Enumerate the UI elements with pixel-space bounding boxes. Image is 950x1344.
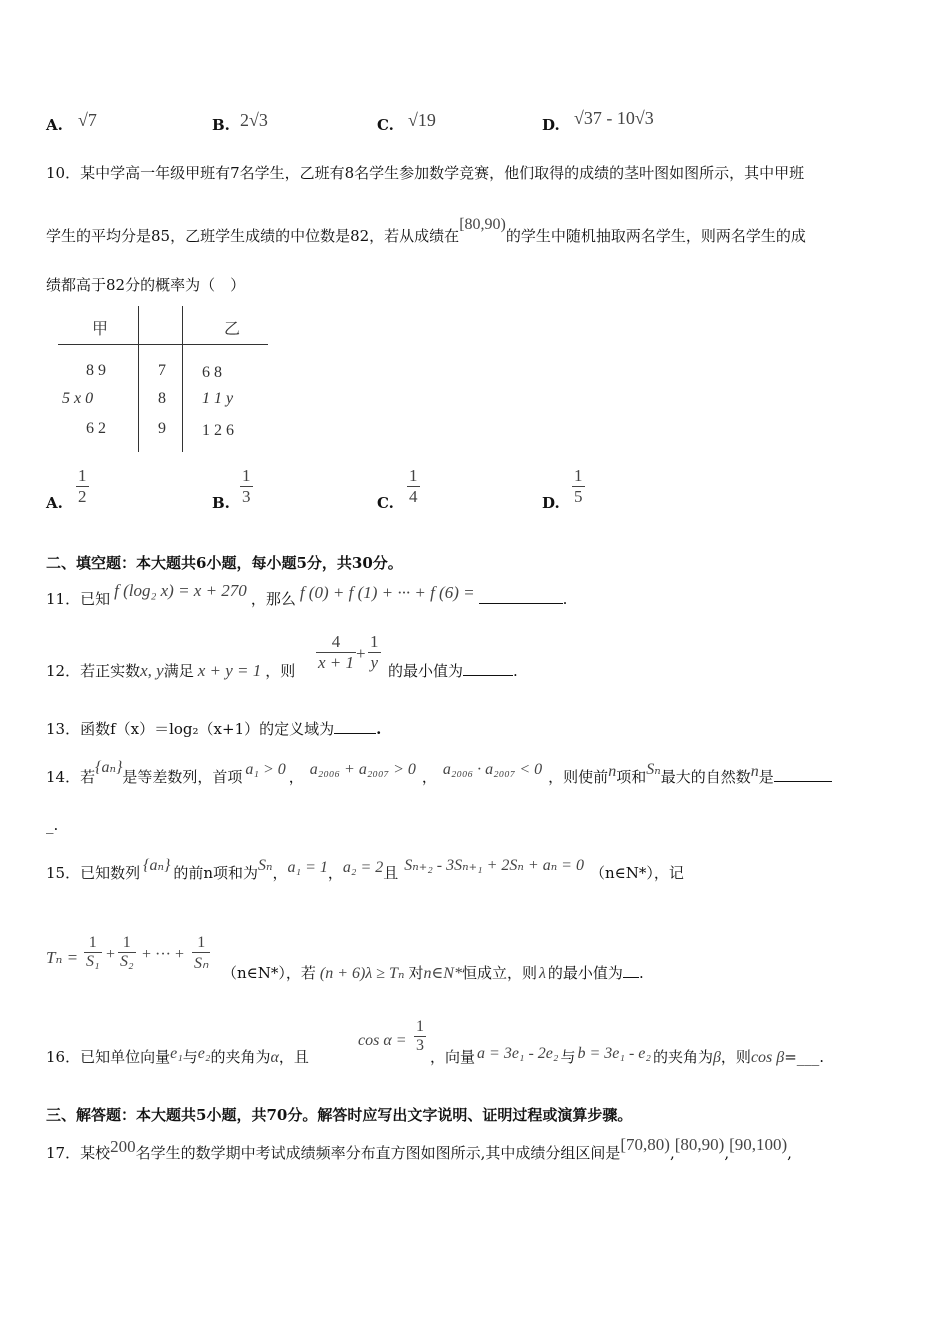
q10-option-b-label: B. — [212, 494, 230, 512]
option-d-value: √37 - 10√3 — [574, 108, 654, 128]
row1-stem: 7 — [158, 362, 166, 379]
q10-option-d-label: D. — [542, 494, 560, 512]
row1-left: 8 9 — [86, 362, 106, 379]
q10-option-c-label: C. — [377, 494, 394, 512]
header-divider — [58, 344, 268, 345]
option-c-value: √19 — [408, 110, 436, 130]
q10-option-c-fraction: 1 4 — [409, 466, 418, 506]
q16-line-a: 16．已知单位向量e₁与e₂的夹角为α，且 — [46, 1045, 309, 1066]
row3-stem: 9 — [158, 420, 166, 437]
q15-frac-s2: 1 S₂ — [120, 934, 134, 970]
section-2-heading: 二、填空题：本大题共6小题，每小题5分，共30分。 — [46, 554, 403, 572]
q15-line2: （n∈N*），若 (n + 6)λ ≥ Tₙ 对n∈N*恒成立，则 λ 的最小值为 . — [222, 964, 644, 982]
q15-dots: + ··· + — [142, 946, 185, 963]
q14-continuation: _. — [46, 816, 59, 834]
head-right: 乙 — [224, 321, 241, 338]
q12-fraction-2: 1 y — [370, 632, 379, 672]
option-a-label: A. — [46, 116, 63, 134]
q10-line3: 绩都高于82分的概率为（ ） — [46, 276, 246, 294]
q15-frac-s1: 1 S₁ — [86, 934, 100, 970]
stem-divider-right — [182, 306, 183, 452]
stem-divider-left — [138, 306, 139, 452]
q11-line: 11．已知 f (log₂ x) = x + 270 ，那么 f (0) + f (1) + ··· + f (6) = . — [46, 581, 568, 608]
row2-stem: 8 — [158, 390, 166, 407]
q10-line1: 10．某中学高一年级甲班有7名学生，乙班有8名学生参加数学竞赛，他们取得的成绩的茎叶图如图所示，其中甲班 — [46, 164, 805, 182]
q16-fraction: 1 3 — [416, 1018, 424, 1054]
q10-option-a-fraction: 1 2 — [78, 466, 87, 506]
q14-line: 14．若{aₙ}是等差数列，首项 a₁ > 0 ， a₂₀₀₆ + a₂₀₀₇ > 0 ， a₂₀₀₆ · a₂₀₀₇ < 0 ，则使前n项和Sₙ最大的自然数n是 — [46, 766, 832, 787]
q10-line2: 学生的平均分是85，乙班学生成绩的中位数是82，若从成绩在[80,90)的学生中随机抽取两名学生，则两名学生的成 — [46, 216, 806, 245]
interval: [80,90) — [459, 216, 506, 233]
q17-line: 17．某校200名学生的数学期中考试成绩频率分布直方图如图所示,其中成绩分组区间是[70,80),[80,90),[90,100), — [46, 1135, 792, 1162]
option-d-label: D. — [542, 116, 560, 134]
q15-frac-sn: 1 Sₙ — [194, 934, 209, 972]
q16-cos-alpha: cos α = — [358, 1032, 407, 1049]
q16-line-b: ，向量 a = 3e₁ - 2e₂ 与 b = 3e₁ - e₂ 的夹角为β，则cos β=___. — [430, 1045, 825, 1066]
row2-left: 5 x 0 — [62, 390, 94, 407]
q12-tail: 的最小值为 . — [388, 662, 518, 680]
q10-option-d-fraction: 1 5 — [574, 466, 583, 506]
q13-line: 13．函数f（x）＝log₂（x+1）的定义域为 . — [46, 720, 382, 738]
q12-fraction-1: 4 x + 1 — [318, 632, 355, 672]
head-left: 甲 — [92, 321, 109, 338]
q12-plus: + — [356, 644, 366, 663]
row3-right: 1 2 6 — [202, 422, 234, 439]
option-c-label: C. — [377, 116, 394, 134]
row1-right: 6 8 — [202, 364, 222, 381]
q15-tn-label: Tₙ = — [46, 948, 79, 967]
q10-option-a-label: A. — [46, 494, 63, 512]
row2-right: 1 1 y — [202, 390, 234, 407]
q15-plus: + — [106, 946, 116, 963]
row3-left: 6 2 — [86, 420, 106, 437]
q10-option-b-fraction: 1 3 — [242, 466, 251, 506]
stem-leaf-plot — [58, 306, 268, 452]
section-3-heading: 三、解答题：本大题共5小题，共70分。解答时应写出文字说明、证明过程或演算步骤。 — [46, 1106, 633, 1124]
option-b-value: 2√3 — [240, 110, 268, 130]
option-a-value: √7 — [78, 110, 97, 130]
q15-line1: 15．已知数列 {aₙ} 的前n项和为Sₙ，a₁ = 1，a₂ = 2且 Sₙ₊₂ - 3Sₙ₊₁ + 2Sₙ + aₙ = 0 （n∈N*），记 — [46, 857, 684, 882]
q12-line: 12．若正实数x, y满足 x + y = 1 ，则 — [46, 661, 296, 680]
option-b-label: B. — [212, 116, 230, 134]
